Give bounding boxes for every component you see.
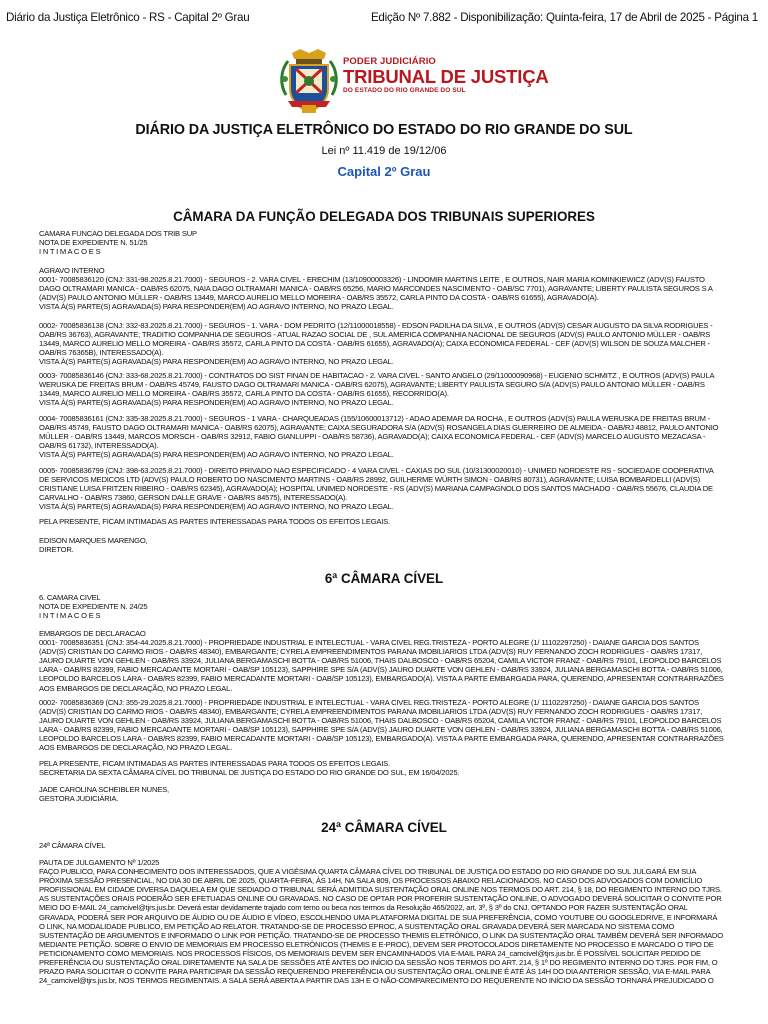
closing-notice xyxy=(39,759,739,777)
signer-role: GESTORA JUDICIÁRIA. xyxy=(39,794,119,804)
text-line: JAURO DUARTE VON GEHLEN - OAB/RS 33924, JULIANA BERGAMASCHI BOTTA - OAB/RS 51006, THAIS DALBOSCO - OAB/RS 65204, CAMILA VICTOR FRANZ - OAB/RS 79101, LEOPOLDO BARCELOS xyxy=(39,716,722,726)
text-line: CARVALHO - OAB/RS 73860, GERSON DALLE GRAVE - OAB/RS 84575), INTERESSADO(A). xyxy=(39,493,348,503)
text-line: OAB/RS 45749, FAUSTO DAGO OLTRAMARI MANICA - OAB/RS 62075), AGRAVANTE; CAIXA SEGURADORA S/A (ADV(S) ROSANGELA DIAS GUERREIRO DE ALMEIDA - OAB/RJ 48812, PAULO ANTONIO xyxy=(39,423,719,433)
text-line: 0001- 70085836120 (CNJ: 331-98.2025.8.21.7000) - SEGUROS - 2. VARA CIVEL - ERECHIM (13/10900003326) - LINDOMIR MARTINS LEITE , E OUTROS, NAIR MARIA KOMINKIEWICZ (ADV(S) FAUSTO xyxy=(39,275,705,285)
notice-block xyxy=(39,593,739,620)
text-line: OAB/RS 36763), AGRAVANTE; TRADITIO COMPANHIA DE SEGUROS - ATUAL RAZAO SOCIAL DE , SUL AMERICA COMPANHIA NACIONAL DE SEGUROS (ADV(S) PAULO ANTONIO MÜLLER - OAB/RS xyxy=(39,330,711,340)
signer-role: DIRETOR. xyxy=(39,545,74,555)
text-line: 0003- 70085836146 (CNJ: 333-68.2025.8.21.7000) - CONTRATOS DO SIST FINAN DE HABITACAO - 2. VARA CIVEL - SANTO ANGELO (29/11000090968) - EUGENIO SCHMITZ , E OUTROS (ADV(S) PAULA xyxy=(39,371,715,380)
logo-line-court: TRIBUNAL DE JUSTIÇA xyxy=(343,66,549,87)
session-announcement xyxy=(39,858,739,985)
case-entry xyxy=(39,321,739,366)
text-line: 0001- 70085836351 (CNJ: 354-44.2025.8.21.7000) - PROPRIEDADE INDUSTRIAL E INTELECTUAL - VARA CIVEL REG.TRISTEZA - PORTO ALEGRE (1/ 11102297250) - DAIANE GARCIA DOS SANTOS xyxy=(39,638,699,648)
text-line: OAB/RS 76365B), INTERESSADO(A). xyxy=(39,348,164,358)
section-title: 24ª CÂMARA CÍVEL xyxy=(321,820,447,835)
text-line: AOS EMBARGOS DE DECLARAÇÃO, NO PRAZO LEGAL. xyxy=(39,743,233,753)
text-line: 24_camcivel@tjrs.jus.br, NOS TERMOS REGIMENTAIS. A SALA SERÁ ABERTA A PARTIR DAS 13H E O NÃO-COMPARECIMENTO DO REQUERENTE NO INÍCIO DA SESSÃO TORNARÁ PREJUDICADO O xyxy=(39,976,714,986)
text-line: VISTA À(S) PARTE(S) AGRAVADA(S) PARA RESPONDER(EM) AO AGRAVO INTERNO, NO PRAZO LEGAL. xyxy=(39,398,394,408)
text-line: (ADV(S) PAULO ANTONIO MÜLLER - OAB/RS 13449, MARCO AURELIO MELLO MOREIRA - OAB/RS 35572, CARLA PINTO DA COSTA - OAB/RS 61655), AGRAVADO(A). xyxy=(39,293,599,303)
text-line: CAMARA FUNCAO DELEGADA DOS TRIB SUP xyxy=(39,229,197,238)
text-line: CRISTIANE LUISA FRITZEN RIBEIRO - OAB/RS 62345), AGRAVADO(A); HOSPITAL UNIMED NORDESTE - RS (ADV(S) MARIANA CAMPAGNOLO DOS SANTOS MACHADO - OAB/RS 55676, CLAUDIA DE xyxy=(39,484,713,494)
text-line: SECRETARIA DA SEXTA CÂMARA CÍVEL DO TRIBUNAL DE JUSTIÇA DO ESTADO DO RIO GRANDE DO SUL, EM 16/04/2025. xyxy=(39,768,460,778)
text-line: AGRAVO INTERNO xyxy=(39,266,105,275)
text-line: PETICIONAMENTO COMO MEMORIAIS. NOS PROCESSOS FÍSICOS, OS MEMORIAIS DEVEM SER ENCAMINHADOS VIA E-MAIL PARA 24_camcivel@tjrs.jus.br. É POSSÍVEL SOLICITAR PEDIDO DE xyxy=(39,948,701,958)
section-title: CÂMARA DA FUNÇÃO DELEGADA DOS TRIBUNAIS SUPERIORES xyxy=(173,209,595,224)
text-line: PAUTA DE JULGAMENTO Nº 1/2025 xyxy=(39,858,160,867)
text-line: I N T I M A C O E S xyxy=(39,247,101,257)
text-line: I N T I M A C O E S xyxy=(39,611,101,621)
text-line: 24ª CÂMARA CÍVEL xyxy=(39,841,106,850)
text-line: LEOPOLDO BARCELOS LARA - OAB/RS 82399, FABIO MERCADANTE MORTARI - OAB/SP 105123), EMBARGADO(A). VISTA A PARTE EMBARGADA PARA, QUERENDO, APRESENTAR CONTRARRAZÕES xyxy=(39,734,724,744)
text-line: 13449, MARCO AURELIO MELLO MOREIRA - OAB/RS 35572, CARLA PINTO DA COSTA - OAB/RS 61655), AGRAVADO(A); CAIXA ECONOMICA FEDERAL - CEF (ADV(S) WILSON DE SOUZA MALCHER - xyxy=(39,339,710,349)
text-line: PROFISSIONAL EM CIDADE DIVERSA DAQUELA EM QUE SEDIADO O TRIBUNAL SERÁ ADMITIDA SUSTENTAÇÃO ORAL ONLINE NOS TERMOS DO ART. 214, § 18, DO REGIMENTO INTERNO DO TJRS. xyxy=(39,885,722,895)
text-line: PRAZO PARA SOLICITAR O CONVITE PARA PARTICIPAR DA SESSÃO REQUERENDO PREFERÊNCIA OU SUSTENTAÇÃO ORAL ONLINE É ATÉ ÀS 14H DO DIA ANTERIOR SESSÃO, VIA E-MAIL PARA xyxy=(39,967,711,977)
text-line: OAB/RS 61732), INTERESSADO(A). xyxy=(39,441,159,451)
text-line: 0005- 70085836799 (CNJ: 398-63.2025.8.21.7000) - DIREITO PRIVADO NAO ESPECIFICADO - 4 VARA CIVEL - CAXIAS DO SUL (10/31300020010) - UNIMED NORDESTE RS - SOCIEDADE COOPERATIVA xyxy=(39,466,714,475)
text-line: FAÇO PUBLICO, PARA CONHECIMENTO DOS INTERESSADOS, QUE A VIGÉSIMA QUARTA CÂMARA CÍVEL DO TRIBUNAL DE JUSTIÇA DO ESTADO DO RIO GRANDE DO SUL JULGARÁ EM SUA xyxy=(39,867,697,877)
case-entry xyxy=(39,371,739,407)
text-line: GRAVADA, PODERÁ SER POR ARQUIVO DE ÁUDIO OU DE ÁUDIO E VÍDEO, ESCOLHENDO UMA PLATAFORMA DIGITAL DE SUA PREFERÊNCIA, COMO YOUTUBE OU GOOGLEDRIVE, E INFORMARÁ xyxy=(39,912,718,922)
text-line: 13449, MARCO AURELIO MELLO MOREIRA - OAB/RS 35572, CARLA PINTO DA COSTA - OAB/RS 61655), RECORRIDO(A). xyxy=(39,389,449,399)
text-line: DE SERVICOS MEDICOS LTD (ADV(S) PAULO ROBERTO DO NASCIMENTO MARTINS - OAB/RS 28992, GUILHERME WÜRTH SIMON - OAB/RS 80731), AGRAVANTE; LUISA BOMBARDELLI (ADV(S) xyxy=(39,475,700,485)
text-line: PELA PRESENTE, FICAM INTIMADAS AS PARTES INTERESSADAS PARA TODOS OS EFEITOS LEGAIS. xyxy=(39,759,390,768)
text-line: (ADV(S) CRISTIAN DO CARMO RIOS - OAB/RS 48340), EMBARGANTE; CYRELA EMPREENDIMENTOS PARANA IMOBILIARIOS LTDA (ADV(S) RUY FERNANDO ZOCH RODRIGUES - OAB/RS 17317, xyxy=(39,647,703,657)
text-line: DAGO OLTRAMARI MANICA - OAB/RS 62075, NAIA DAGO OLTRAMARI MANICA - OAB/RS 65256, MARIO MARCONDES NASCIMENTO - OAB/SC 7701), AGRAVANTE; LIBERTY PAULISTA SEGUROS S A xyxy=(39,284,713,294)
text-line: (ADV(S) CRISTIAN DO CARMO RIOS - OAB/RS 48340), EMBARGANTE; CYRELA EMPREENDIMENTOS PARANA IMOBILIARIOS LTDA (ADV(S) RUY FERNANDO ZOCH RODRIGUES - OAB/RS 17317, xyxy=(39,707,703,717)
text-line: PELA PRESENTE, FICAM INTIMADAS AS PARTES INTERESSADAS PARA TODOS OS EFEITOS LEGAIS. xyxy=(39,517,390,526)
notice-block xyxy=(39,841,739,850)
logo-line-judiciary: PODER JUDICIÁRIO xyxy=(343,56,436,67)
page-header xyxy=(0,0,768,24)
text-line: O LINK, NA MODALIDADE PUBLICO, EM PETIÇÃO AO RELATOR. TRATANDO-SE DE PROCESSO EPROC, A SUSTENTAÇÃO ORAL GRAVADA DEVERÁ SER MARCADA NO SISTEMA COMO xyxy=(39,921,675,931)
text-line: 6. CAMARA CIVEL xyxy=(39,593,101,602)
case-entry xyxy=(39,466,739,511)
text-line: LARA - OAB/RS 82399, FABIO MERCADANTE MORTARI - OAB/SP 105123), SAPPHIRE SPE S/A (ADV(S) JAURO DUARTE VON GEHLEN - OAB/RS 33924, JULIANA BERGAMASCHI BOTTA - OAB/RS 51006, xyxy=(39,725,723,735)
header-journal-name: Diário da Justiça Eletrônico - RS - Capital 2º Grau xyxy=(6,11,250,24)
text-line: MEIO DO E-MAIL 24_camcivel@tjrs.jus.br. Deverá estar devidamente trajado com terno ou beca nos termos da Resolução 465/2022, art. 3º, § 3º do CNJ. OPTANDO POR FAZER SUSTENTAÇÃO ORAL xyxy=(39,903,688,913)
case-entry xyxy=(39,266,739,311)
text-line: 0004- 70085836161 (CNJ: 335-38.2025.8.21.7000) - SEGUROS - 1 VARA - CHARQUEADAS (155/10600013712) - ADAO ADEMAR DA ROCHA , E OUTROS (ADV(S) PAULA WERUSKA DE FREITAS BRUM - xyxy=(39,414,711,423)
header-edition-info: Edição Nº 7.882 - Disponibilização: Quinta-feira, 17 de Abril de 2025 - Página 1 xyxy=(370,11,758,24)
signer-name: JADE CAROLINA SCHEIBLER NUNES, xyxy=(39,785,169,794)
signer-name: EDISON MARQUES MARENGO, xyxy=(39,536,148,545)
text-line: 0002- 70085836138 (CNJ: 332-83.2025.8.21.7000) - SEGUROS - 1. VARA - DOM PEDRITO (12/11000018558) - EDSON PADILHA DA SILVA , E OUTROS (ADV(S) CESAR AUGUSTO DA SILVA RODRIGUES - xyxy=(39,321,713,330)
text-line: MEDIANTE PETIÇÃO. SOBRE O ENVIO DE MEMORIAIS EM PROCESSO ELETRÔNICOS (THEMIS E E-PROC), DEVEM SER PROTOCOLADOS DIRETAMENTE NO PROCESSO E MARCADO O TIPO DE xyxy=(39,939,714,949)
text-line: LARA - OAB/RS 82399, FABIO MERCADANTE MORTARI - OAB/SP 105123), SAPPHIRE SPE S/A (ADV(S) JAURO DUARTE VON GEHLEN - OAB/RS 33924, JULIANA BERGAMASCHI BOTTA - OAB/RS 51006, xyxy=(39,665,723,675)
case-entry xyxy=(39,414,739,459)
text-line: VISTA À(S) PARTE(S) AGRAVADA(S) PARA RESPONDER(EM) AO AGRAVO INTERNO, NO PRAZO LEGAL. xyxy=(39,450,394,460)
text-line: PRÓXIMA SESSÃO PRESENCIAL, NO DIA 30 DE ABRIL DE 2025, QUARTA-FEIRA, ÀS 14H, NA SALA 809, OS PROCESSOS ABAIXO RELACIONADOS. NO CASO DOS ADVOGADOS COM DOMICÍLIO xyxy=(39,876,703,886)
signature-block xyxy=(39,785,739,803)
text-line: EMBARGOS DE DECLARACAO xyxy=(39,629,146,638)
case-entry xyxy=(39,698,739,753)
text-line: SUSTENTAÇÃO DE ARGUMENTOS E INFORMADO O LINK POR PETIÇÃO. TRATANDO-SE DE PROCESSO THEMIS ELETRÔNICO, O LINK DA SUSTENTAÇÃO ORAL TAMBÉM DEVERÁ SER INFORMADO xyxy=(39,930,723,940)
text-line: AS SUSTENTAÇÕES ORAIS PODERÃO SER EFETUADAS ONLINE OU GRAVADAS. NO CASO DE OPTAR POR PROFERIR SUSTENTAÇÃO ONLINE, O ADVOGADO DEVERÁ SOLICITAR O CONVITE POR xyxy=(39,894,722,904)
text-line: VISTA À(S) PARTE(S) AGRAVADA(S) PARA RESPONDER(EM) AO AGRAVO INTERNO, NO PRAZO LEGAL. xyxy=(39,357,394,367)
text-line: VISTA À(S) PARTE(S) AGRAVADA(S) PARA RESPONDER(EM) AO AGRAVO INTERNO, NO PRAZO LEGAL. xyxy=(39,502,394,512)
law-reference: Lei nº 11.419 de 19/12/06 xyxy=(321,145,447,157)
text-line: VISTA À(S) PARTE(S) AGRAVADA(S) PARA RESPONDER(EM) AO AGRAVO INTERNO, NO PRAZO LEGAL. xyxy=(39,302,394,312)
text-line: LEOPOLDO BARCELOS LARA - OAB/RS 82399, FABIO MERCADANTE MORTARI - OAB/SP 105123), EMBARGADO(A). VISTA A PARTE EMBARGADA PARA, QUERENDO, APRESENTAR CONTRARRAZÕES xyxy=(39,674,724,684)
journal-title: DIÁRIO DA JUSTIÇA ELETRÔNICO DO ESTADO DO RIO GRANDE DO SUL xyxy=(135,122,633,138)
notice-block xyxy=(39,229,739,256)
text-line: MÜLLER - OAB/RS 13449, MARCOS MORSCH - OAB/RS 32912, FABIO GIANLUPPI - OAB/RS 58736), AGRAVADO(A); CAIXA ECONOMICA FEDERAL - CEF (ADV(S) MARCELO AUGUSTO MEZACASA - xyxy=(39,432,706,442)
case-entry xyxy=(39,629,739,693)
text-line: NOTA DE EXPEDIENTE N. 24/25 xyxy=(39,602,148,612)
text-line: NOTA DE EXPEDIENTE N. 51/25 xyxy=(39,238,148,248)
signature-block xyxy=(39,536,739,554)
text-line: JAURO DUARTE VON GEHLEN - OAB/RS 33924, JULIANA BERGAMASCHI BOTTA - OAB/RS 51006, THAIS DALBOSCO - OAB/RS 65204, CAMILA VICTOR FRANZ - OAB/RS 79101, LEOPOLDO BARCELOS xyxy=(39,656,722,666)
court-logo-text xyxy=(343,56,549,94)
logo-line-state: DO ESTADO DO RIO GRANDE DO SUL xyxy=(343,87,466,94)
text-line: 0002- 70085836369 (CNJ: 355-29.2025.8.21.7000) - PROPRIEDADE INDUSTRIAL E INTELECTUAL - VARA CIVEL REG.TRISTEZA - PORTO ALEGRE (1/ 11102297250) - DAIANE GARCIA DOS SANTOS xyxy=(39,698,699,707)
closing-notice xyxy=(39,517,739,526)
text-line: WERUSKA DE FREITAS BRUM - OAB/RS 45749, FAUSTO DAGO OLTRAMARI MANICA - OAB/RS 62075), AGRAVANTE; LIBERTY PAULISTA SEGURO S/A (ADV(S) PAULO ANTONIO MÜLLER - OAB/RS xyxy=(39,380,705,390)
coat-of-arms-icon xyxy=(276,49,342,115)
section-title: 6ª CÂMARA CÍVEL xyxy=(324,571,444,586)
text-line: PREFERÊNCIA OU SUSTENTAÇÃO ORAL DIRETAMENTE NA SALA DE SESSÕES ATÉ ANTES DO INÍCIO DA SESSÃO NOS TERMOS DO ART. 214, § 1º DO REGIMENTO INTERNO DO TJRS. POR FIM, O xyxy=(39,958,718,968)
text-line: AOS EMBARGOS DE DECLARAÇÃO, NO PRAZO LEGAL. xyxy=(39,683,233,693)
edition-name: Capital 2º Grau xyxy=(337,164,431,179)
